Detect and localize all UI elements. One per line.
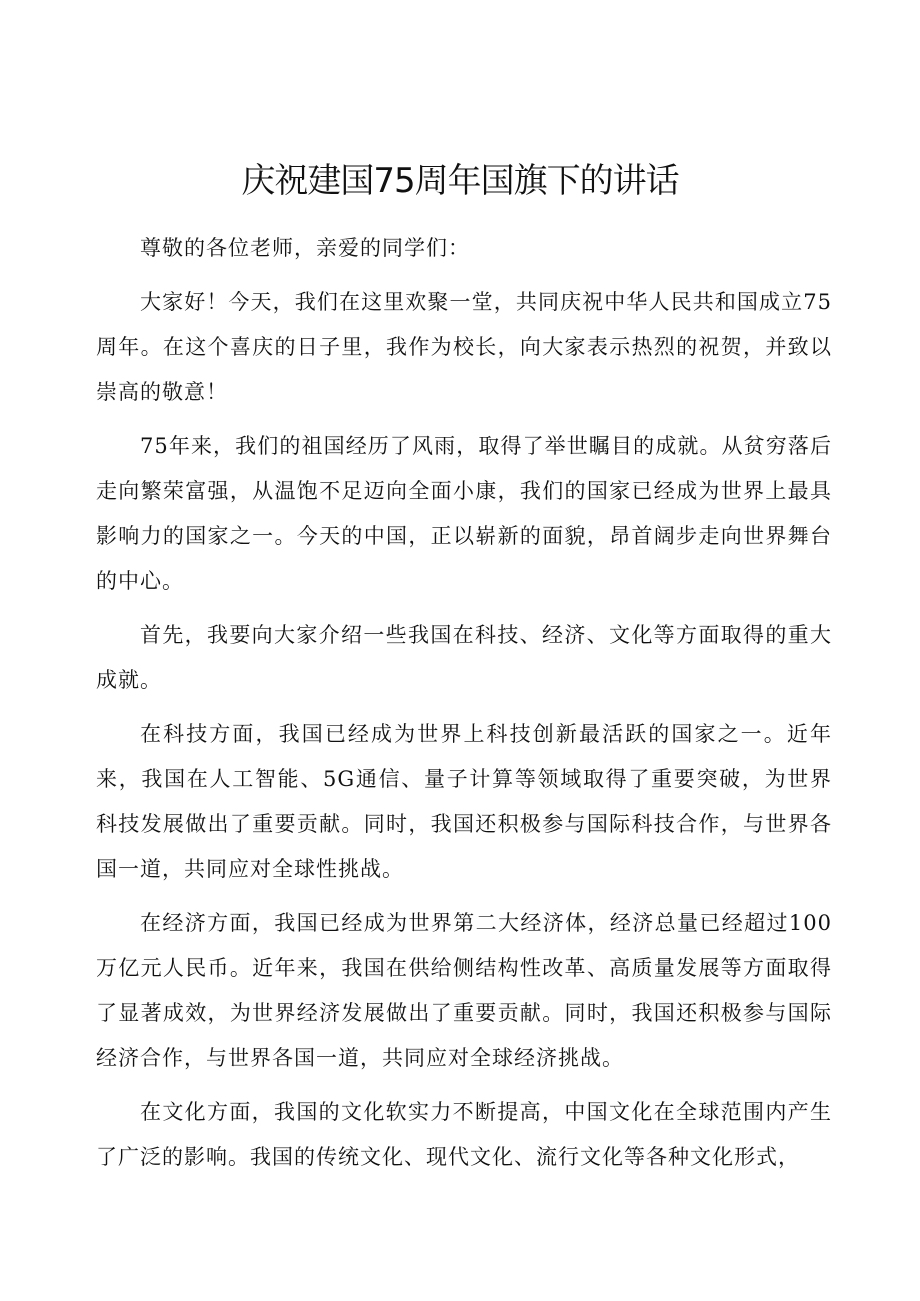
- paragraph-achievements: 75年来，我们的祖国经历了风雨，取得了举世瞩目的成就。从贫穷落后走向繁荣富强，从温饱不足迈向全面小康，我们的国家已经成为世界上最具影响力的国家之一。今天的中国，正以崭新的面貌，昂首阔步走向世界舞台的中心。: [96, 434, 832, 593]
- document-title: 庆祝建国75周年国旗下的讲话: [241, 161, 679, 201]
- document-body: [96, 226, 832, 1189]
- paragraph-introduction: 首先，我要向大家介绍一些我国在科技、经济、文化等方面取得的重大成就。: [96, 623, 832, 692]
- paragraph-greeting: 大家好！今天，我们在这里欢聚一堂，共同庆祝中华人民共和国成立75周年。在这个喜庆的日子里，我作为校长，向大家表示热烈的祝贺，并致以崇高的敬意！: [96, 290, 832, 404]
- paragraph-technology: 在科技方面，我国已经成为世界上科技创新最活跃的国家之一。近年来，我国在人工智能、5G通信、量子计算等领域取得了重要突破，为世界科技发展做出了重要贡献。同时，我国还积极参与国际科技合作，与世界各国一道，共同应对全球性挑战。: [96, 722, 832, 881]
- paragraph-culture: 在文化方面，我国的文化软实力不断提高，中国文化在全球范围内产生了广泛的影响。我国的传统文化、现代文化、流行文化等各种文化形式，: [96, 1100, 832, 1169]
- paragraph-salutation: 尊敬的各位老师，亲爱的同学们：: [140, 236, 470, 260]
- paragraph-economy: 在经济方面，我国已经成为世界第二大经济体，经济总量已经超过100万亿元人民币。近年来，我国在供给侧结构性改革、高质量发展等方面取得了显著成效，为世界经济发展做出了重要贡献。同时，我国还积极参与国际经济合作，与世界各国一道，共同应对全球经济挑战。: [96, 911, 832, 1070]
